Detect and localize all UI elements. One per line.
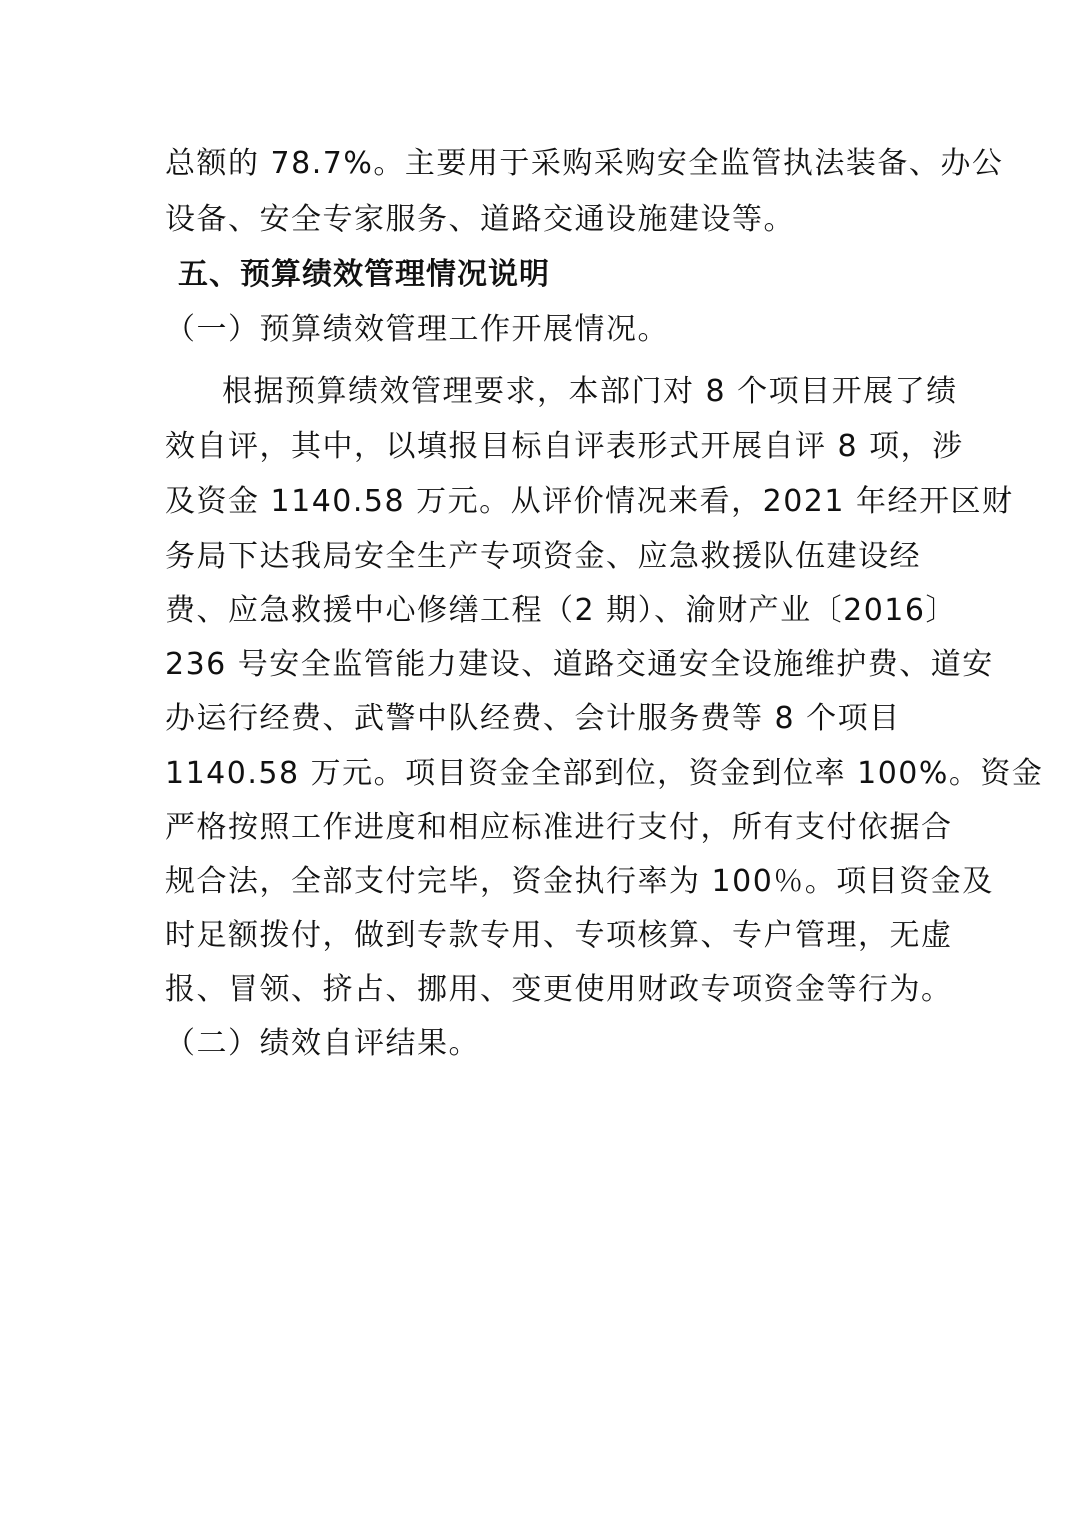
intro-line-1: 总额的 78.7%。主要用于采购采购安全监管执法装备、办公 [165,146,1004,181]
body-line-11: 时足额拨付，做到专款专用、专项核算、专户管理，无虚 [165,918,953,953]
subsection-1-title: （一）预算绩效管理工作开展情况。 [165,312,669,347]
body-line-7: 办运行经费、武警中队经费、会计服务费等 8 个项目 [165,701,901,736]
body-line-1: 根据预算绩效管理要求，本部门对 8 个项目开展了绩 [222,374,958,409]
section-heading: 五、预算绩效管理情况说明 [178,257,550,292]
body-line-9: 严格按照工作进度和相应标准进行支付，所有支付依据合 [165,810,953,845]
intro-line-2: 设备、安全专家服务、道路交通设施建设等。 [165,202,795,237]
body-line-12: 报、冒领、挤占、挪用、变更使用财政专项资金等行为。 [165,972,953,1007]
body-line-5: 费、应急救援中心修缮工程（2 期）、渝财产业〔2016〕 [165,593,957,628]
body-line-2: 效自评，其中，以填报目标自评表形式开展自评 8 项，涉 [165,429,964,464]
body-line-3: 及资金 1140.58 万元。从评价情况来看，2021 年经开区财 [165,484,1014,519]
body-line-6: 236 号安全监管能力建设、道路交通安全设施维护费、道安 [165,647,994,682]
body-line-10: 规合法，全部支付完毕，资金执行率为 100％。项目资金及 [165,864,994,899]
body-line-4: 务局下达我局安全生产专项资金、应急救援队伍建设经 [165,539,921,574]
body-line-8: 1140.58 万元。项目资金全部到位，资金到位率 100%。资金 [165,756,1044,791]
subsection-2-title: （二）绩效自评结果。 [165,1026,480,1061]
